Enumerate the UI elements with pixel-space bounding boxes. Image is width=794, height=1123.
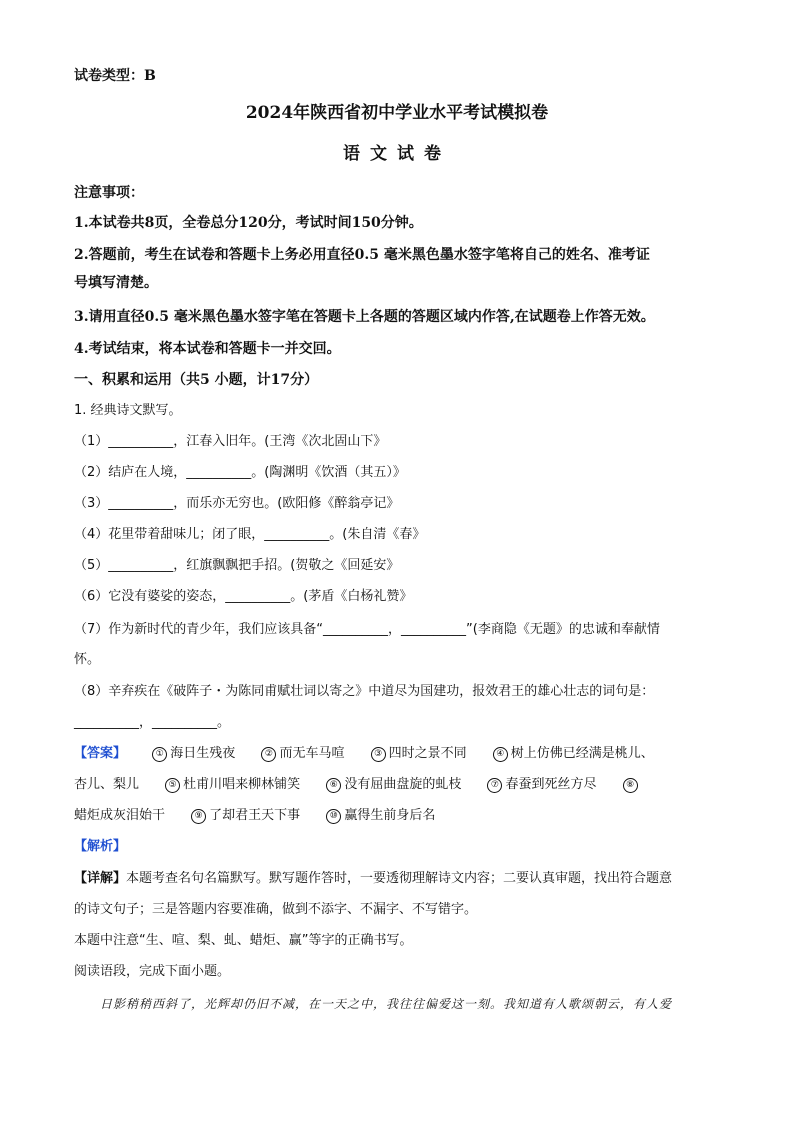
exam-subtitle: 语文试卷 xyxy=(343,144,451,164)
question-item: （7）作为新时代的青少年，我们应该具备“__________，__________”(李商隐《无题》的忠诚和奉献情 xyxy=(74,622,660,637)
question-item: __________，__________。 xyxy=(74,715,231,730)
analysis-note: 本题中注意“生、喧、梨、虬、蜡炬、赢”等字的正确书写。 xyxy=(74,933,413,948)
analysis-label: 【解析】 xyxy=(74,839,127,854)
section-heading: 一、积累和运用（共5 小题，计17分） xyxy=(74,372,319,388)
notes-heading: 注意事项： xyxy=(74,185,144,201)
answer-item: ⑤ 杜甫川唱来柳林铺笑 xyxy=(165,775,300,795)
note-item: 2.答题前，考生在试卷和答题卡上务必用直径0.5 毫米黑色墨水签字笔将自己的姓名、准考证 xyxy=(74,247,650,263)
question-item: （6）它没有婆娑的姿态，__________。(茅盾《白杨礼赞》 xyxy=(74,589,413,604)
question-item: 怀。 xyxy=(74,652,101,667)
reading-prompt: 阅读语段，完成下面小题。 xyxy=(74,964,231,979)
detail-label: 【详解】 xyxy=(74,871,127,886)
exam-title: 2024年陕西省初中学业水平考试模拟卷 xyxy=(245,103,549,123)
answer-item: ① 海日生残夜 xyxy=(152,744,235,764)
answer-line-2 xyxy=(74,775,641,795)
question-item: （2）结庐在人境，__________。(陶渊明《饮酒（其五）》 xyxy=(74,465,406,480)
answer-item: ⑨ 了却君王天下事 xyxy=(191,806,300,826)
answer-line-3 xyxy=(74,806,457,826)
question-item: （4）花里带着甜味儿；闭了眼，__________。(朱自清《春》 xyxy=(74,527,426,542)
question-item: （5）__________，红旗飘飘把手招。(贺敬之《回延安》 xyxy=(74,558,400,573)
answer-item: ⑩ 赢得生前身后名 xyxy=(326,806,435,826)
answer-line-1 xyxy=(74,744,654,764)
analysis-detail-line: 【详解】本题考查名句名篇默写。默写题作答时，一要透彻理解诗文内容；二要认真审题，找出符合题意 xyxy=(74,871,673,886)
note-item: 3.请用直径0.5 毫米黑色墨水签字笔在答题卡上各题的答题区域内作答,在试题卷上作答无效。 xyxy=(74,309,655,325)
answer-lead: 杏儿、梨儿 xyxy=(74,777,140,792)
note-item: 1.本试卷共8页，全卷总分120分，考试时间150分钟。 xyxy=(74,215,423,231)
answer-item: ② 而无车马喧 xyxy=(261,744,344,764)
analysis-detail-line: 的诗文句子；三是答题内容要准确，做到不添字、不漏字、不写错字。 xyxy=(74,902,478,917)
answer-item: ⑥ 没有屈曲盘旋的虬枝 xyxy=(326,775,461,795)
question-item: （3）__________，而乐亦无穷也。(欧阳修《醉翁亭记》 xyxy=(74,496,400,511)
exam-type-label: 试卷类型：B xyxy=(74,68,156,84)
answer-item: ③ 四时之景不同 xyxy=(371,744,467,764)
answer-label: 【答案】 xyxy=(74,746,127,761)
note-item: 4.考试结束，将本试卷和答题卡一并交回。 xyxy=(74,341,341,357)
answer-lead: 蜡炬成灰泪始干 xyxy=(74,808,166,823)
question-item: （1）__________，江春入旧年。(王湾《次北固山下》 xyxy=(74,434,387,449)
answer-item: ⑧ xyxy=(623,775,641,795)
question-item: （8）辛弃疾在《破阵子・为陈同甫赋壮词以寄之》中道尽为国建功，报效君王的雄心壮志的词句是： xyxy=(74,684,655,699)
question-title: 1. 经典诗文默写。 xyxy=(74,403,182,418)
note-item: 号填写清楚。 xyxy=(74,275,158,291)
answer-item: ⑦ 春蚕到死丝方尽 xyxy=(487,775,596,795)
answer-item: ④ 树上仿佛已经满是桃儿、 xyxy=(493,744,654,764)
reading-passage: 日影稍稍西斜了，光辉却仍旧不减，在一天之中，我往往偏爱这一刻。我知道有人歌颂朝云，有人爱 xyxy=(100,997,673,1011)
